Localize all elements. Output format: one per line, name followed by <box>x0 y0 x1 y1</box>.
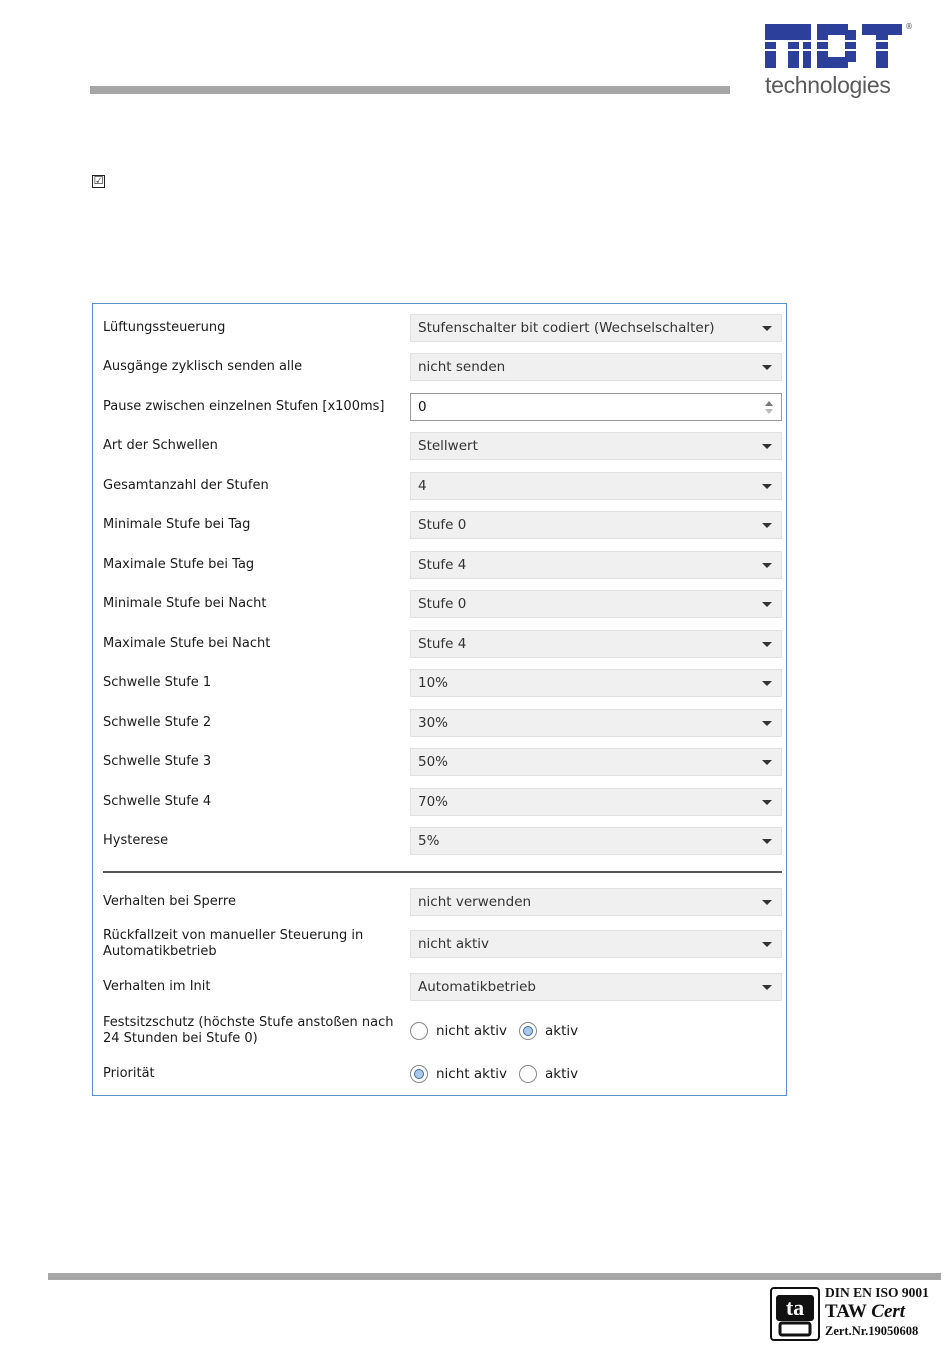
radio-button[interactable] <box>410 1022 428 1040</box>
setting-label: Gesamtanzahl der Stufen <box>103 478 269 493</box>
setting-label: Maximale Stufe bei Tag <box>103 557 255 572</box>
cert-name-cert: Cert <box>871 1301 906 1322</box>
dropdown-value: 50% <box>418 754 449 770</box>
radio-option-label: nicht aktiv <box>436 1023 507 1039</box>
dropdown-value: nicht verwenden <box>418 894 532 910</box>
dropdown-select[interactable] <box>410 788 782 816</box>
setting-row <box>103 590 783 618</box>
dropdown-value: Stufe 0 <box>418 596 467 612</box>
number-input-value: 0 <box>418 399 427 415</box>
section-divider <box>103 871 782 873</box>
dropdown-value: Stufenschalter bit codiert (Wechselschalter) <box>418 320 715 336</box>
registered-mark: ® <box>905 22 913 31</box>
radio-group <box>410 1060 590 1088</box>
dropdown-value: Automatikbetrieb <box>418 979 536 995</box>
radio-option[interactable] <box>410 1022 507 1040</box>
setting-label: Verhalten bei Sperre <box>103 894 236 909</box>
radio-button[interactable] <box>519 1065 537 1083</box>
taw-logo-icon <box>770 1287 820 1341</box>
setting-row <box>103 709 783 737</box>
chevron-down-icon[interactable] <box>762 326 772 331</box>
setting-label: Festsitzschutz (höchste Stufe anstoßen nach 24 Stunden bei Stufe 0) <box>103 1015 394 1046</box>
dropdown-value: 30% <box>418 715 449 731</box>
dropdown-select[interactable] <box>410 930 782 958</box>
dropdown-select[interactable] <box>410 748 782 776</box>
spin-up-icon[interactable] <box>765 401 773 406</box>
dropdown-select[interactable] <box>410 511 782 539</box>
setting-label: Hysterese <box>103 833 169 848</box>
logo-subtitle: technologies <box>765 72 891 98</box>
setting-row <box>103 930 783 958</box>
setting-label: Schwelle Stufe 4 <box>103 794 212 809</box>
chevron-down-icon[interactable] <box>762 602 772 607</box>
chevron-down-icon[interactable] <box>762 800 772 805</box>
radio-option-label: nicht aktiv <box>436 1066 507 1082</box>
setting-label: Verhalten im Init <box>103 979 211 994</box>
setting-label: Minimale Stufe bei Tag <box>103 517 251 532</box>
dropdown-value: nicht aktiv <box>418 936 489 952</box>
chevron-down-icon[interactable] <box>762 760 772 765</box>
dropdown-select[interactable] <box>410 314 782 342</box>
setting-row <box>103 393 783 421</box>
dropdown-select[interactable] <box>410 551 782 579</box>
setting-row <box>103 432 783 460</box>
certification-badge <box>770 1285 940 1345</box>
dropdown-value: Stufe 4 <box>418 636 467 652</box>
setting-row <box>103 353 783 381</box>
dropdown-select[interactable] <box>410 630 782 658</box>
setting-row <box>103 748 783 776</box>
chevron-down-icon[interactable] <box>762 523 772 528</box>
setting-label: Schwelle Stufe 2 <box>103 715 212 730</box>
setting-row <box>103 551 783 579</box>
cert-name-taw: TAW <box>825 1301 867 1322</box>
setting-label: Minimale Stufe bei Nacht <box>103 596 267 611</box>
svg-text:ta: ta <box>785 1295 805 1320</box>
dropdown-value: 5% <box>418 833 440 849</box>
radio-option[interactable] <box>519 1065 578 1083</box>
cert-text <box>825 1285 929 1339</box>
radio-option-label: aktiv <box>545 1066 579 1082</box>
setting-row <box>103 472 783 500</box>
chevron-down-icon[interactable] <box>762 985 772 990</box>
chevron-down-icon[interactable] <box>762 563 772 568</box>
checkbox-icon: ☑ <box>93 174 104 187</box>
cert-number: Zert.Nr.19050608 <box>825 1324 919 1338</box>
dropdown-select[interactable] <box>410 432 782 460</box>
radio-button[interactable] <box>519 1022 537 1040</box>
dropdown-value: Stellwert <box>418 438 478 454</box>
dropdown-select[interactable] <box>410 888 782 916</box>
chevron-down-icon[interactable] <box>762 900 772 905</box>
dropdown-select[interactable] <box>410 973 782 1001</box>
spin-down-icon[interactable] <box>765 409 773 414</box>
dropdown-value: 70% <box>418 794 449 810</box>
chevron-down-icon[interactable] <box>762 642 772 647</box>
dropdown-value: Stufe 0 <box>418 517 467 533</box>
dropdown-value: 10% <box>418 675 449 691</box>
dropdown-select[interactable] <box>410 472 782 500</box>
setting-label: Ausgänge zyklisch senden alle <box>103 359 303 374</box>
radio-setting-row <box>103 1017 783 1045</box>
setting-label: Priorität <box>103 1066 155 1081</box>
mdt-logo <box>763 22 913 102</box>
dropdown-select[interactable] <box>410 353 782 381</box>
chevron-down-icon[interactable] <box>762 942 772 947</box>
setting-row <box>103 630 783 658</box>
cert-standard: DIN EN ISO 9001 <box>825 1285 929 1300</box>
setting-label: Rückfallzeit von manueller Steuerung in Automatikbetrieb <box>103 928 364 959</box>
mdt-logo-mark <box>765 22 905 70</box>
setting-label: Maximale Stufe bei Nacht <box>103 636 271 651</box>
cert-name <box>825 1301 929 1323</box>
chevron-down-icon[interactable] <box>762 444 772 449</box>
setting-label: Schwelle Stufe 3 <box>103 754 212 769</box>
chevron-down-icon[interactable] <box>762 681 772 686</box>
dropdown-value: 4 <box>418 478 427 494</box>
settings-panel <box>92 303 787 1096</box>
setting-label: Schwelle Stufe 1 <box>103 675 212 690</box>
chevron-down-icon[interactable] <box>762 839 772 844</box>
setting-row <box>103 827 783 855</box>
dropdown-select[interactable] <box>410 827 782 855</box>
number-input[interactable] <box>410 393 782 421</box>
setting-row <box>103 888 783 916</box>
chevron-down-icon[interactable] <box>762 365 772 370</box>
dropdown-value: nicht senden <box>418 359 506 375</box>
footer-rule <box>48 1273 941 1280</box>
radio-option[interactable] <box>410 1065 507 1083</box>
setting-row <box>103 314 783 342</box>
spinner-arrows[interactable] <box>765 401 773 414</box>
setting-row <box>103 669 783 697</box>
dropdown-select[interactable] <box>410 709 782 737</box>
radio-button[interactable] <box>410 1065 428 1083</box>
header-rule <box>90 86 730 94</box>
setting-row <box>103 788 783 816</box>
radio-setting-row <box>103 1060 783 1088</box>
dropdown-select[interactable] <box>410 669 782 697</box>
radio-option-label: aktiv <box>545 1023 579 1039</box>
setting-label: Art der Schwellen <box>103 438 218 453</box>
dropdown-select[interactable] <box>410 590 782 618</box>
chevron-down-icon[interactable] <box>762 484 772 489</box>
dropdown-value: Stufe 4 <box>418 557 467 573</box>
setting-label: Pause zwischen einzelnen Stufen [x100ms] <box>103 399 385 414</box>
setting-label: Lüftungssteuerung <box>103 320 226 335</box>
radio-group <box>410 1017 590 1045</box>
setting-row <box>103 973 783 1001</box>
radio-option[interactable] <box>519 1022 578 1040</box>
taw-logo-graphic <box>772 1289 818 1339</box>
chevron-down-icon[interactable] <box>762 721 772 726</box>
setting-row <box>103 511 783 539</box>
